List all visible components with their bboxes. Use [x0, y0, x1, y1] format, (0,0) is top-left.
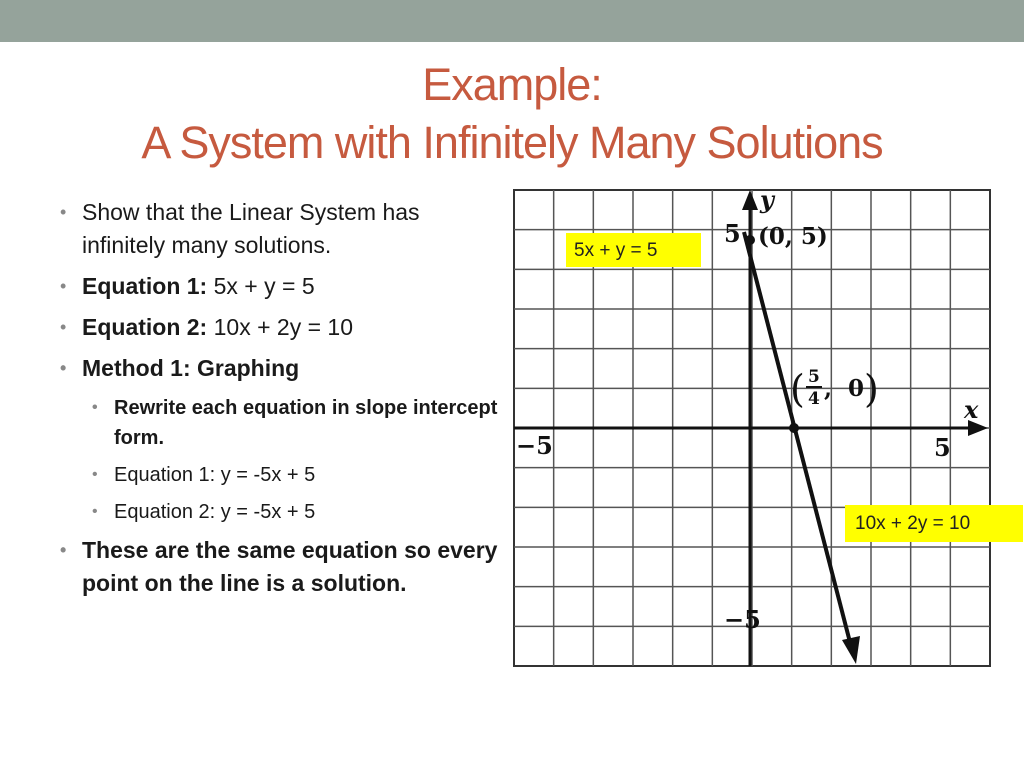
tick-label-pos-x: 5: [934, 433, 951, 462]
x-axis-label: x: [964, 395, 979, 424]
slide-title: [0, 56, 1024, 172]
sub-bullet-rewrite: • Rewrite each equation in slope intercept form.: [92, 393, 500, 453]
bullet-conclusion: • These are the same equation so every point on the line is a solution.: [60, 534, 500, 600]
bullet-method: • Method 1: Graphing: [60, 352, 500, 385]
bullet-list: [60, 196, 500, 608]
point-label-y-intercept: (0, 5): [758, 223, 828, 250]
eq2-label: Equation 2:: [82, 314, 208, 340]
svg-text:,: ,: [824, 375, 833, 402]
fraction-numerator: 5: [808, 367, 820, 387]
bullet-intro: • Show that the Linear System has infinitely many solutions.: [60, 196, 500, 262]
eq2-value: 10x + 2y = 10: [207, 314, 354, 340]
title-line-1: Example:: [422, 59, 602, 110]
eq1-label: Equation 1:: [82, 273, 208, 299]
fraction-denominator: 4: [808, 389, 820, 409]
y-axis-label: y: [760, 188, 774, 214]
svg-text:(: (: [790, 367, 805, 411]
title-line-2: A System with Infinitely Many Solutions: [141, 117, 883, 168]
bullet-equation-1: [60, 270, 500, 303]
top-banner: [0, 0, 1024, 42]
tick-label-neg-x: −5: [516, 431, 553, 460]
point-x-intercept: [789, 423, 799, 433]
svg-text:): ): [864, 367, 879, 411]
bullet-equation-2: [60, 311, 500, 344]
callout-equation-2: 10x + 2y = 10: [845, 505, 1023, 542]
point-y-intercept: [745, 235, 755, 245]
callout-equation-1: 5x + y = 5: [566, 233, 701, 267]
sub-bullet-eq1: • Equation 1: y = -5x + 5: [92, 460, 500, 490]
eq1-value: 5x + y = 5: [207, 273, 315, 299]
tick-label-neg-y: −5: [724, 605, 761, 634]
tick-label-pos-y: 5: [724, 219, 741, 248]
sub-bullet-eq2: • Equation 2: y = -5x + 5: [92, 497, 500, 527]
x-intercept-y-value: 0: [848, 375, 865, 402]
